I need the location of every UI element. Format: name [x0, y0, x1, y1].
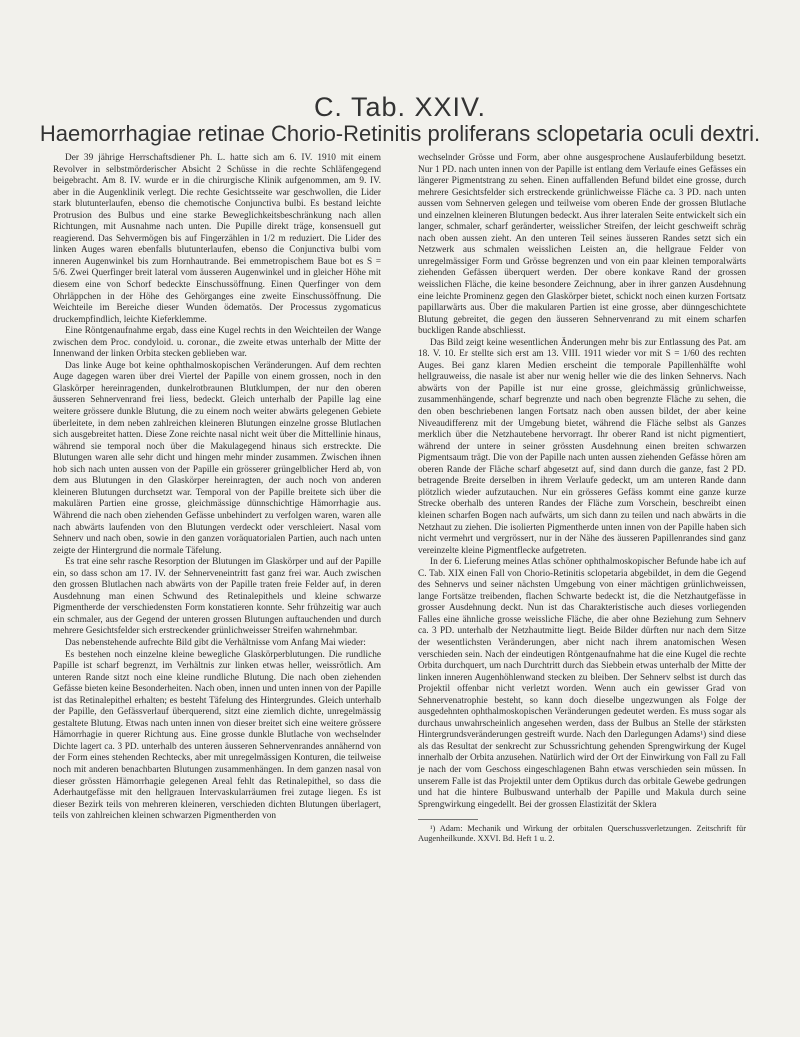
right-column: [418, 153, 746, 844]
paragraph: Es bestehen noch einzelne kleine bewegliche Glaskörperblutungen. Die rundliche Papille ist scharf begrenzt, im Verhältnis zur linken etwas heller, weissrötlich. Am unteren Rande sitzt noch eine kleine rundliche Blutung. Die nach oben ziehenden Gefässe bieten keine Besonderheiten. Nach oben, innen und unten innen von der Papille ist das Retinalepithel erhalten; es besteht Täfelung des Hintergrundes. Gleich unterhalb der Papille, den Gefässverlauf überquerend, sitzt eine ziemlich dichte, unregelmässig gestaltete Blutung. Etwas nach unten innen von dieser breitet sich eine weitere grössere Hämorrhagie in querer Richtung aus. Eine grosse dunkle Blutlache von wechselnder Dichte lagert ca. 3 PD. unterhalb des unteren äusseren Sehnervenrandes annähernd von der Form eines stehenden Rechtecks, aber mit unregelmässigen Konturen, die teilweise noch mit anderen benachbarten Blutungen zusammenhängen. In dem ganzen nasal von dieser grössten Hämorrhagie gelegenen Areal fehlt das Retinalepithel, so dass die Aderhautgefässe mit den hellgrauen Intervaskularräumen frei zutage liegen. Es ist dieser Bezirk teils von mehreren kleineren, verschieden dichten Blutungen überlagert, teils von zahlreichen kleinen schwarzen Pigmentherden von: [53, 649, 381, 822]
paragraph: Das Bild zeigt keine wesentlichen Änderungen mehr bis zur Entlassung des Pat. am 18. V. 10. Er stellte sich erst am 13. VIII. 1911 wieder vor mit S = 1/60 des rechten Auges. Bei ganz klaren Medien erscheint die temporale Papillenhälfte wohl hellgrauweiss, die nasale ist aber nur wenig heller wie die des linken Sehnervs. Nach abwärts von der Papille ist nur eine grosse, gleichmässig grünlichweisse, zusammenhängende, scharf begrenzte und nach oben begrenzte Fläche zu sehen, die den oben beschriebenen langen Fortsatz nach oben aussen bildet, der aber keine Niveaudifferenz mit der Umgebung bietet, während die Fläche selbst als Ganzes merklich über die Netzhautebene hervorragt. Ihr oberer Rand ist nicht pigmentiert, während der untere in seiner grössten Ausdehnung einen breiten schwarzen Pigmentsaum trägt. Die von der Papille nach unten aussen ziehenden Gefässe hören am oberen Rande der Fläche scharf abgesetzt auf, sind dann durch die ganze, fast 2 PD. betragende Breite derselben in ihrem Verlaufe gedeckt, um am unteren Rande dann plötzlich wieder aufzutauchen. Nur ein grösseres Gefäss kommt eine ganze kurze Strecke oberhalb des unteren Randes der Fläche zum Vorschein, beschreibt einen kleinen scharfen Bogen nach aufwärts, um sich dann zu teilen und nach abwärts in die Netzhaut zu ziehen. Die isolierten Pigmentherde unten innen von der Papille haben sich nicht vermehrt und vergrössert, nur in der Nähe des äusseren Papillenrandes sind ganz vereinzelte kleine Pigmentflecke aufgetreten.: [418, 337, 746, 556]
plate-number: C. Tab. XXIV.: [313, 92, 487, 122]
paragraph: Das linke Auge bot keine ophthalmoskopischen Veränderungen. Auf dem rechten Auge dagegen waren über drei Viertel der Papille von einem grossen, noch in den Glaskörper hereinragenden, dunkelrotbraunen Blutklumpen, der nur den oberen äusseren Sehnervenrand frei liess, bedeckt. Gleich unterhalb der Papille lag eine weitere grössere dunkle Blutung, die zu einem noch weiter abwärts gelegenen Gebiete überleitete, in dem neben zahlreichen kleineren Blutungen einzelne grosse Blutlachen sich ausgebreitet hatten. Diese Zone reichte nasal nicht weit über die Mittellinie hinaus, während sie temporal noch über die Makulagegend hinaus sich erstreckte. Die Blutungen waren alle sehr dicht und hingen mehr minder zusammen. Zwischen ihnen hob sich nach unten aussen von der Papille ein grösserer grüngelblicher Herd ab, von dem aus Blutungen in den Glaskörper hereinragten, der auch noch von anderen kleineren Blutungen durchsetzt war. Temporal von der Papille breitete sich über die makulären Partien eine grosse, gleichmässige dünnschichtige Hämorrhagie aus. Während die nach oben ziehenden Gefässe unbehindert zu verfolgen waren, waren alle nach abwärts laufenden von den Blutungen verdeckt oder verschleiert. Nasal vom Sehnerv und nach oben, sowie in den ganzen voräquatorialen Partien, auch nach unten zeigte der Hintergrund die normale Täfelung.: [53, 360, 381, 556]
plate-title: Haemorrhagiae retinae Chorio-Retinitis proliferans sclopetaria oculi dextri.: [39, 121, 761, 146]
paragraph: wechselnder Grösse und Form, aber ohne ausgesprochene Auslauferbildung besetzt. Nur 1 PD. nach unten innen von der Papille ist entlang dem Verlaufe eines Gefässes ein längerer Pigmentstrang zu sehen. Einen auffallenden Befund bildet eine grosse, durch mehrere Gesichtsfelder sich erstreckende grünlichweisse Fläche ca. 3 PD. nach unten aussen vom Sehnerven gelegen und teilweise vom oberen Ende der grossen Blutlache und einzelnen kleineren Blutungen bedeckt. Aus ihrer lateralen Seite entwickelt sich ein langer, schmaler, scharf geränderter, weisslicher Streifen, der leicht geschweift schräg nach oben aussen zieht. An den unteren Teil seines äusseren Randes setzt sich ein Netzwerk aus schmalen weisslichen Leisten an, die hellgraue Felder von unregelmässiger Form und Grösse begrenzen und von ein paar kleinen temporalwärts ziehenden Gefässen überquert werden. Der obere konkave Rand der grossen weisslichen Fläche, die keine besondere Zeichnung, aber in ihrer ganzen Ausdehnung eine leichte Prominenz gegen den Glaskörper bietet, schickt noch einen kurzen Fortsatz papillarwärts aus. Über die makularen Partien ist eine grosse, aber dünngeschichtete Blutung gebreitet, die gegen den äusseren Sehnervenrand zu mit einem scharfen buckligen Rande abschliesst.: [418, 153, 746, 337]
paragraph: Das nebenstehende aufrechte Bild gibt die Verhältnisse vom Anfang Mai wieder:: [65, 637, 366, 648]
left-column: [53, 153, 381, 823]
footnote: ¹) Adam: Mechanik und Wirkung der orbitalen Querschussverletzungen. Zeitschrift für Augenheilkunde. XXVI. Bd. Heft 1 u. 2.: [418, 824, 746, 844]
paragraph: Es trat eine sehr rasche Resorption der Blutungen im Glaskörper und auf der Papille ein, so dass schon am 17. IV. der Sehnerveneintritt fast ganz frei war. Auch zwischen den grossen Blutlachen nach abwärts von der Papille traten freie Felder auf, in deren Ausdehnung man einen Schwund des Retinalepithels und kleine schwarze Pigmentherde der verschiedensten Form konstatieren konnte. Sehr frühzeitig war auch ein schmaler, aus der Gegend der unteren grossen Blutungen auftauchenden und durch mehrere Gesichtsfelder sich erstreckender grünlichweisser Streifen wahrnehmbar.: [53, 557, 381, 637]
paragraph: In der 6. Lieferung meines Atlas schöner ophthalmoskopischer Befunde habe ich auf C. Tab. XIX einen Fall von Chorio-Retinitis sclopetaria abgebildet, in dem die Gegend des Sehnervs und seiner nächsten Umgebung von einer mächtigen grünlichweissen, lange Fortsätze treibenden, flachen Schwarte bedeckt ist, die die Netzhautgefässe in grosser Ausdehnung deckt. Nun ist das Charakteristische auch dieses vorliegenden Falles eine ähnliche grosse weissliche Fläche, die aber ohne Beziehung zum Sehnerv ca. 3 PD. unterhalb der Netzhautmitte liegt. Beide Bilder dürften nur nach dem Sitze der wesentlichsten Veränderungen, aber nicht nach ihrem anatomischen Wesen verschieden sein. Nach der eindeutigen Röntgenaufnahme hat die eine Kugel die rechte Orbita durchquert, um nach Durchtritt durch das Siebbein etwas unterhalb der Mitte der linken inneren Augenhöhlenwand stecken zu bleiben. Der Sehnerv selbst ist durch das Projektil offenbar nicht verletzt worden. Wenn auch ein gewisser Grad von Sehnervenatrophie besteht, so kann doch dieselbe ungezwungen als Folge der ausgedehnten ophthalmoskopischen Veränderungen gedeutet werden. Es muss sogar als durchaus unwahrscheinlich angesehen werden, dass der Bulbus an Stelle der stärksten Hintergrundsveränderungen gestreift wurde. Nach den Darlegungen Adams¹) sind diese als das Resultat der senkrecht zur Schussrichtung gehenden Sprengwirkung der Kugel innerhalb der Orbita anzusehen. Natürlich wird der Ort der Einwirkung von Fall zu Fall je nach der vom Geschoss eingeschlagenen Bahn etwas verschieden sein müssen. In unserem Falle ist das Projektil unter dem Optikus durch das orbitale Gewebe gedrungen und hat die hintere Bulbuswand unterhalb der Papille und Makula durch seine Sprengwirkung eingedellt. Bei der grossen Elastizität der Sklera: [418, 557, 746, 810]
footnote-divider: [418, 819, 478, 820]
paragraph: Eine Röntgenaufnahme ergab, dass eine Kugel rechts in den Weichteilen der Wange zwischen dem Proc. condyloid. u. coronar., die zweite etwas unterhalb der Mitte der Innenwand der linken Orbita stecken geblieben war.: [53, 326, 381, 360]
paragraph: Der 39 jährige Herrschaftsdiener Ph. L. hatte sich am 6. IV. 1910 mit einem Revolver in selbstmörderischer Absicht 2 Schüsse in die rechte Schläfengegend beigebracht. Am 8. IV. wurde er in die chirurgische Klinik aufgenommen, am 9. IV. aber in die Augenklinik verlegt. Die rechte Gesichtsseite war geschwollen, die Lider stark blutunterlaufen, ebenso die chemotische Conjunctiva bulbi. Es bestand leichte Protrusion des Bulbus und eine starke Beweglichkeitsbeschränkung nach allen Richtungen, mit Ausnahme nach unten. Die Pupille direkt träge, konsensuell gut reagierend. Das Sehvermögen bis auf Fingerzählen in 1/2 m reduziert. Die Lider des linken Auges waren ebenfalls blutunterlaufen, ebenso die Conjunctiva bulbi vom inneren Augenwinkel bis zum Hornhautrande. Bei emmetropischem Baue bot es S = 5/6. Zwei Querfinger breit lateral vom äusseren Augenwinkel und in gleicher Höhe mit diesem eine von Schorf bedeckte Einschussöffnung. Einen Querfinger von dem Ohrläppchen in der Höhe des Gehörganges eine zweite Einschussöffnung. Die Weichteile im Bereiche dieser Wunden ödematös. Der Processus zygomaticus druckempfindlich, leichte Kieferklemme.: [53, 153, 381, 325]
